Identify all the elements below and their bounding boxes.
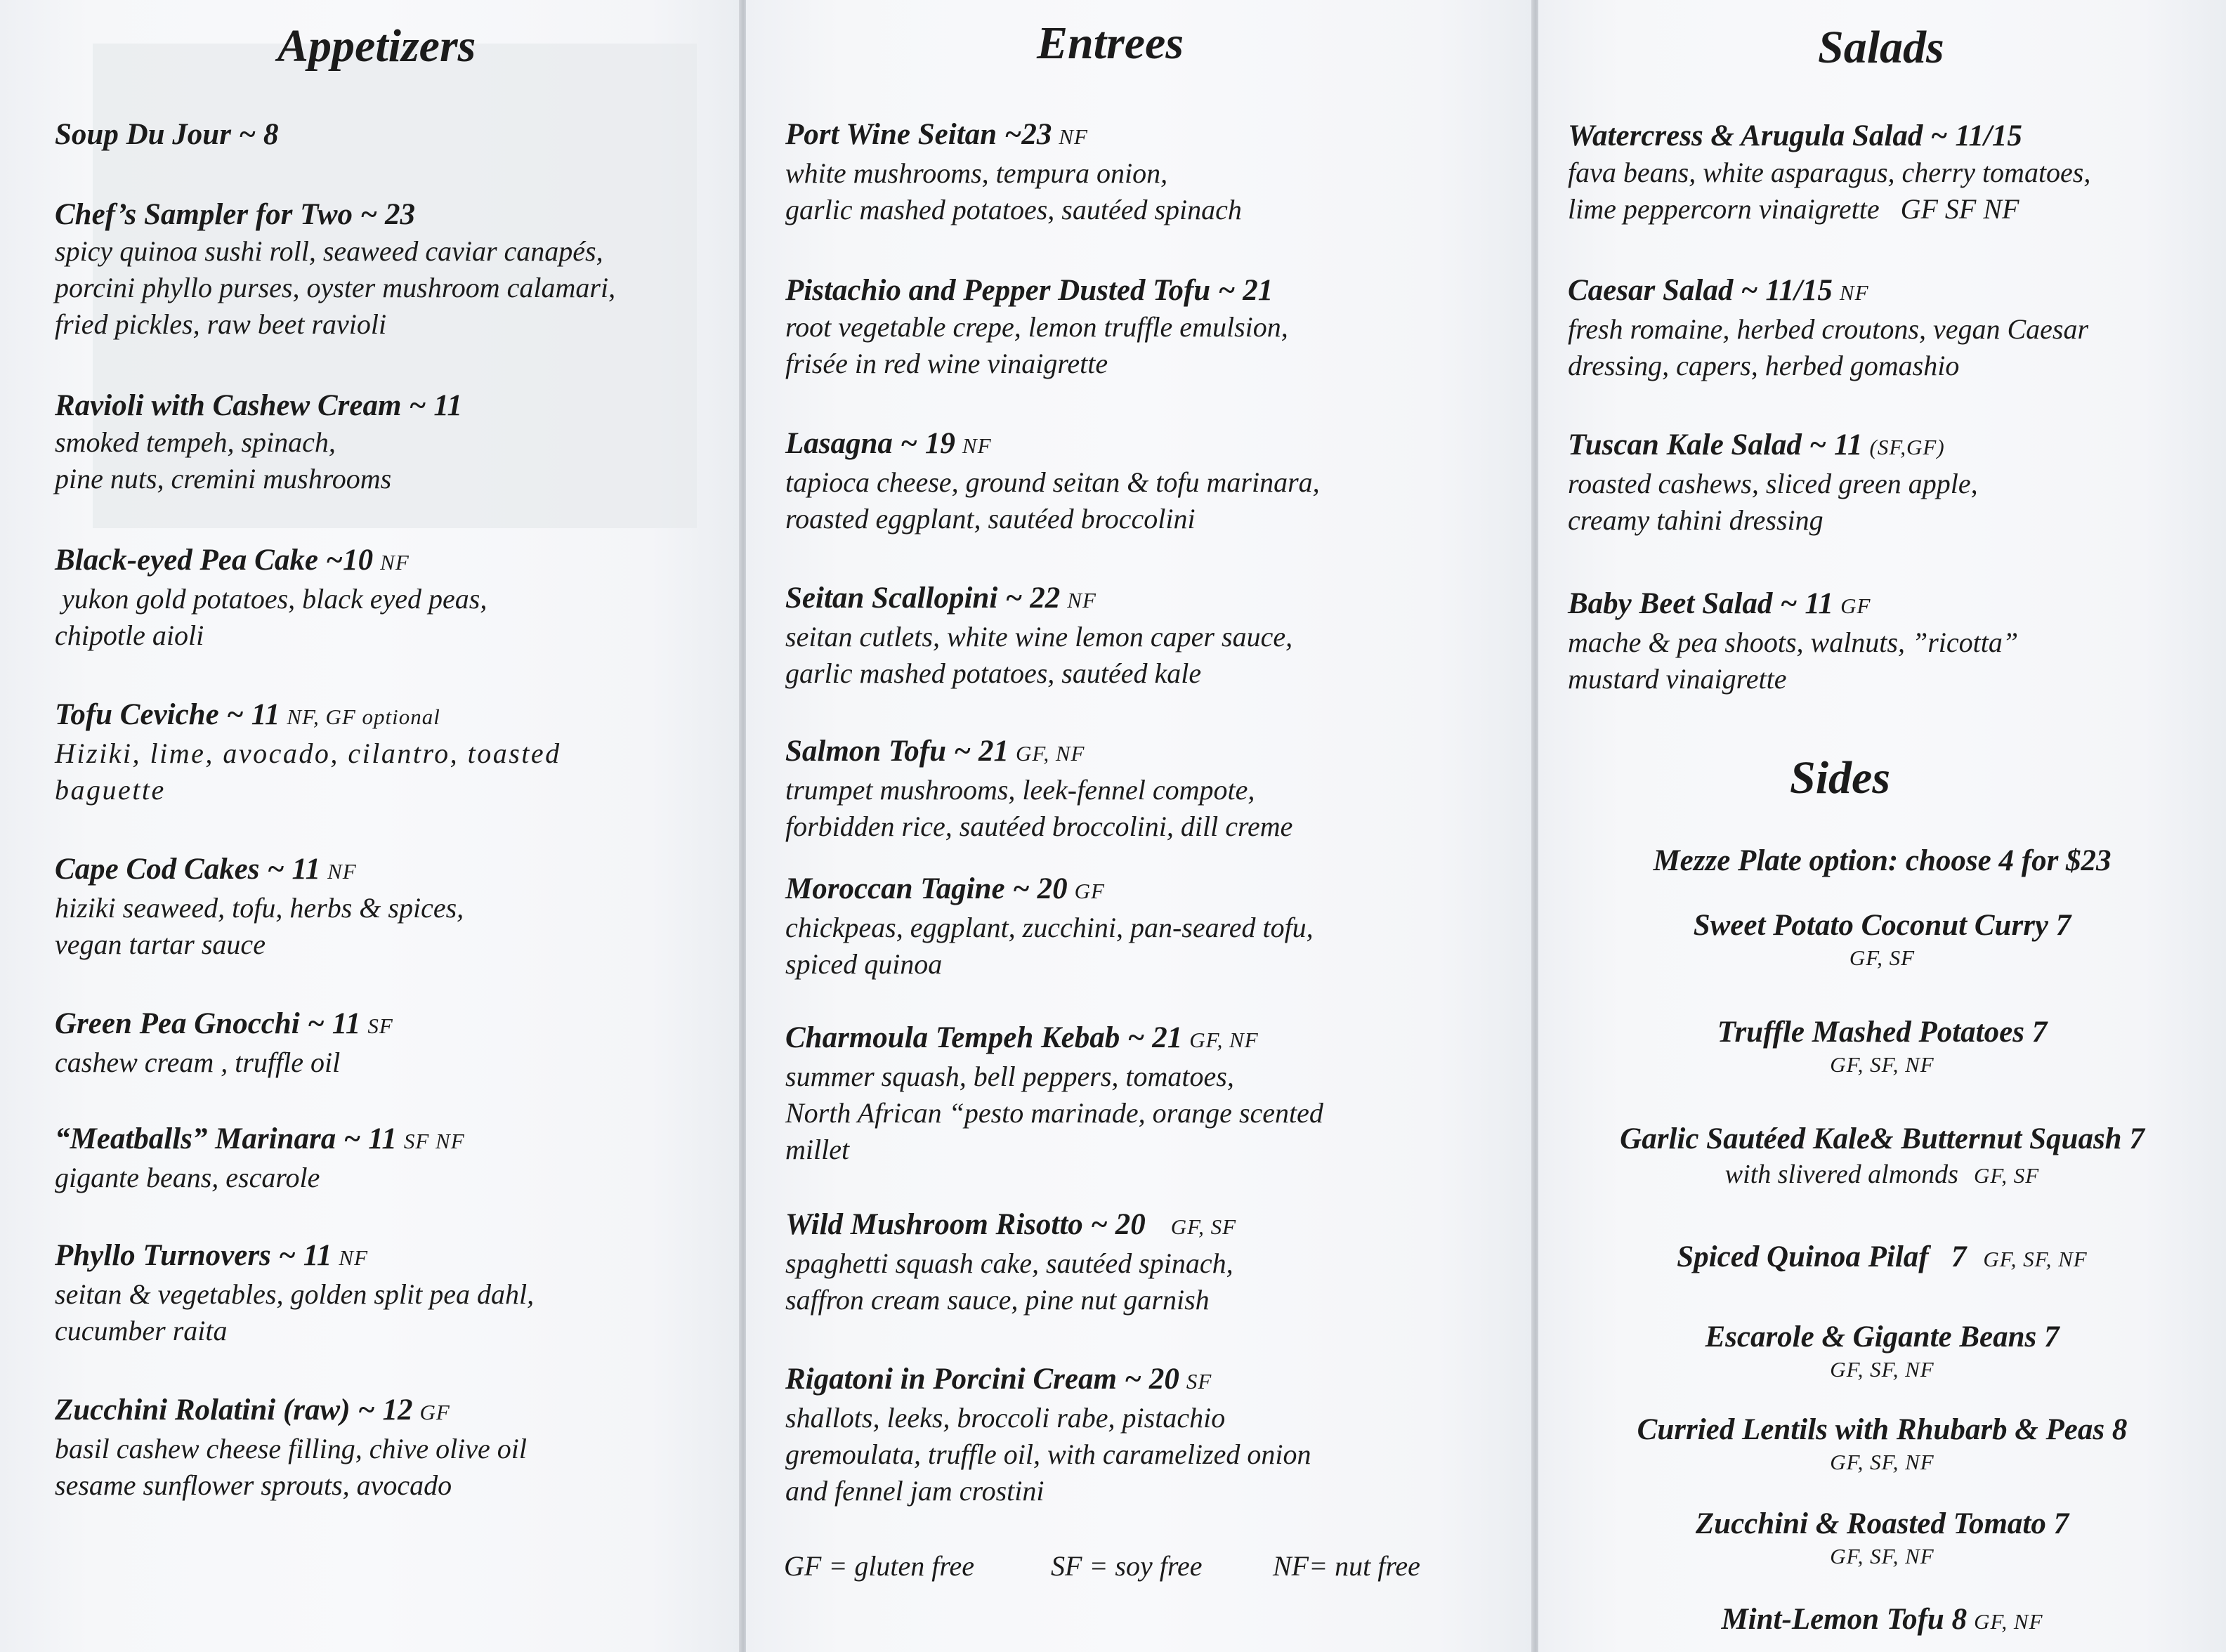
item-desc: roasted cashews, sliced green apple, [1568,468,1978,499]
diet-tags: GF, SF, NF [1830,1052,1934,1077]
item-desc: chickpeas, eggplant, zucchini, pan-seared tofu, [785,912,1314,943]
item-title: Tuscan Kale Salad ~ 11 (SF,GF) [1568,428,1945,461]
appetizers-heading: Appetizers [277,20,476,72]
diet-tags: GF, SF, NF [1830,1450,1934,1474]
item-title: Baby Beet Salad ~ 11 GF [1568,587,1871,620]
item-desc: Hiziki, lime, avocado, cilantro, toasted [55,738,561,769]
item-desc: creamy tahini dressing [1568,504,1824,536]
item-desc: smoked tempeh, spinach, [55,426,336,458]
diet-tags: GF [1074,879,1105,903]
item-desc: yukon gold potatoes, black eyed peas, [55,583,487,615]
item-desc: mustard vinaigrette [1568,663,1787,695]
side-item-mint-lemon-tofu [1538,1601,2226,1640]
legend-nut-free: NF= nut free [1273,1550,1420,1582]
item-desc: frisée in red wine vinaigrette [785,348,1108,379]
item-desc: North African “pesto marinade, orange scented [785,1097,1323,1129]
item-title: Watercress & Arugula Salad ~ 11/15 [1568,119,2022,152]
menu-item-tuscan-kale-salad [1568,427,1978,539]
menu-item-ravioli [55,388,462,497]
item-desc: lime peppercorn vinaigrette GF SF NF [1568,193,2019,225]
item-title: Seitan Scallopini ~ 22 NF [785,582,1096,615]
menu-item-moroccan-tagine [785,871,1314,983]
diet-tags: SF [1186,1369,1212,1394]
diet-tags: SF NF [403,1129,465,1153]
side-item-curried-lentils [1538,1412,2226,1476]
menu-item-watercress-arugula-salad [1568,118,2090,228]
item-desc: mache & pea shoots, walnuts, ”ricotta” [1568,627,2019,658]
item-desc: roasted eggplant, sautéed broccolini [785,503,1196,535]
diet-tags: GF, NF [1974,1609,2043,1634]
item-title: Charmoula Tempeh Kebab ~ 21 GF, NF [785,1021,1259,1054]
item-title: Zucchini & Roasted Tomato 7 [1695,1507,2069,1540]
side-item-sweet-potato-curry [1538,907,2226,972]
diet-tags: GF, SF, NF [1983,1247,2088,1271]
item-desc: baguette [55,774,166,806]
diet-tags: NF [1059,124,1088,149]
item-title: Zucchini Rolatini (raw) ~ 12 GF [55,1394,450,1427]
menu-item-charmoula-tempeh-kebab [785,1020,1323,1168]
diet-tags: NF [339,1245,369,1270]
diet-tags: GF, NF [1016,741,1085,766]
item-desc: seitan cutlets, white wine lemon caper sauce, [785,621,1293,653]
item-title: “Meatballs” Marinara ~ 11 SF NF [55,1122,465,1155]
side-item-zucchini-roasted-tomato [1538,1506,2226,1571]
item-title: Mint-Lemon Tofu 8 GF, NF [1721,1603,2043,1636]
diet-tags: NF [962,433,992,458]
side-item-escarole-gigante-beans [1538,1319,2226,1384]
menu-item-seitan-scallopini [785,580,1292,692]
diet-tags: GF, SF [1849,945,1916,970]
item-title: Truffle Mashed Potatoes 7 [1717,1016,2048,1049]
item-title: Tofu Ceviche ~ 11 NF, GF optional [55,698,440,731]
diet-tags: SF [367,1014,393,1038]
item-desc: spaghetti squash cake, sautéed spinach, [785,1247,1233,1279]
menu-item-cape-cod-cakes [55,851,464,963]
diet-tags: NF [327,859,357,884]
item-title: Chef’s Sampler for Two ~ 23 [55,198,416,231]
item-desc: basil cashew cheese filling, chive olive oil [55,1433,528,1464]
menu-item-caesar-salad [1568,273,2088,384]
menu-item-pistachio-tofu [785,273,1288,382]
item-title: Green Pea Gnocchi ~ 11 SF [55,1007,393,1040]
item-desc: root vegetable crepe, lemon truffle emulsion, [785,311,1288,343]
item-desc: seitan & vegetables, golden split pea dahl, [55,1278,535,1310]
side-item-garlic-kale-squash [1538,1121,2226,1193]
menu-item-soup-du-jour [55,117,278,153]
item-desc: trumpet mushrooms, leek-fennel compote, [785,774,1255,806]
item-desc: spicy quinoa sushi roll, seaweed caviar canapés, [55,235,603,267]
item-desc: fried pickles, raw beet ravioli [55,308,387,340]
item-desc: with slivered almonds GF, SF [1724,1160,2040,1189]
item-desc: sesame sunflower sprouts, avocado [55,1469,452,1501]
menu-item-zucchini-rolatini [55,1392,527,1504]
item-title: Rigatoni in Porcini Cream ~ 20 SF [785,1363,1212,1396]
menu-item-green-pea-gnocchi [55,1006,393,1081]
menu-item-lasagna [785,426,1320,537]
diet-tags: (SF,GF) [1869,435,1945,459]
side-item-truffle-mashed-potatoes [1538,1014,2226,1079]
item-desc: fava beans, white asparagus, cherry tomatoes, [1568,157,2091,188]
diet-tags: NF [380,550,410,575]
item-desc: millet [785,1134,850,1165]
menu-item-tofu-ceviche [55,697,561,808]
item-desc: dressing, capers, herbed gomashio [1568,350,1960,381]
side-item-spiced-quinoa-pilaf [1538,1239,2226,1278]
menu-item-phyllo-turnovers [55,1238,534,1349]
diet-tags: GF [1840,594,1871,618]
menu-item-black-eyed-pea-cake [55,542,487,654]
item-desc: white mushrooms, tempura onion, [785,157,1168,189]
item-desc: vegan tartar sauce [55,929,266,960]
menu-item-rigatoni-porcini [785,1361,1311,1509]
item-desc: cashew cream , truffle oil [55,1047,341,1078]
item-title: Escarole & Gigante Beans 7 [1705,1320,2060,1353]
item-title: Phyllo Turnovers ~ 11 NF [55,1239,369,1272]
item-title: Sweet Potato Coconut Curry 7 [1693,909,2071,942]
item-desc: summer squash, bell peppers, tomatoes, [785,1061,1234,1092]
item-title: Port Wine Seitan ~23 NF [785,118,1088,151]
menu-item-port-wine-seitan [785,117,1242,228]
item-title: Ravioli with Cashew Cream ~ 11 [55,389,463,422]
item-title: Wild Mushroom Risotto ~ 20 GF, SF [785,1208,1237,1241]
item-desc: and fennel jam crostini [785,1475,1045,1507]
diet-tags: GF, SF, NF [1830,1357,1934,1382]
menu-item-salmon-tofu [785,733,1292,845]
menu-item-wild-mushroom-risotto [785,1207,1236,1318]
item-desc: garlic mashed potatoes, sautéed kale [785,657,1202,689]
menu-item-baby-beet-salad [1568,586,2018,697]
legend-soy-free: SF = soy free [1051,1550,1203,1582]
item-desc: forbidden rice, sautéed broccolini, dill creme [785,811,1293,842]
salads-sides-panel [1538,0,2226,1652]
item-title: Curried Lentils with Rhubarb & Peas 8 [1637,1413,2128,1446]
item-desc: pine nuts, cremini mushrooms [55,463,392,494]
item-title: Moroccan Tagine ~ 20 GF [785,872,1105,905]
diet-tags: NF, GF optional [287,704,440,729]
item-title: Spiced Quinoa Pilaf 7 GF, SF, NF [1677,1240,2088,1273]
item-desc: gremoulata, truffle oil, with caramelized onion [785,1438,1311,1470]
item-desc: chipotle aioli [55,620,204,651]
item-desc: shallots, leeks, broccoli rabe, pistachio [785,1402,1226,1434]
diet-tags: GF, SF [1170,1214,1237,1239]
diet-tags: GF [419,1400,450,1424]
diet-tags: GF, SF [1973,1163,2040,1188]
item-title: Cape Cod Cakes ~ 11 NF [55,853,357,886]
diet-tags: NF [1839,280,1869,305]
item-title: Salmon Tofu ~ 21 GF, NF [785,735,1085,768]
item-title: Soup Du Jour ~ 8 [55,118,279,151]
menu-item-meatballs-marinara [55,1121,465,1196]
item-desc: spiced quinoa [785,948,943,980]
item-title: Garlic Sautéed Kale& Butternut Squash 7 [1620,1122,2145,1155]
item-desc: fresh romaine, herbed croutons, vegan Caesar [1568,313,2089,345]
item-desc: cucumber raita [55,1315,228,1346]
mezze-plate-option: Mezze Plate option: choose 4 for $23 [1653,844,2112,877]
item-title: Black-eyed Pea Cake ~10 NF [55,544,410,577]
item-title: Pistachio and Pepper Dusted Tofu ~ 21 [785,274,1274,307]
item-title: Lasagna ~ 19 NF [785,427,992,460]
item-desc: tapioca cheese, ground seitan & tofu marinara, [785,466,1320,498]
diet-tags: GF, SF, NF [1830,1544,1934,1568]
entrees-heading: Entrees [1037,18,1184,69]
diet-tags: NF [1067,588,1096,612]
menu-item-chefs-sampler [55,197,615,343]
legend-gluten-free: GF = gluten free [784,1550,974,1582]
item-desc: saffron cream sauce, pine nut garnish [785,1284,1210,1316]
salads-heading: Salads [1818,22,1944,73]
item-desc: hiziki seaweed, tofu, herbs & spices, [55,892,464,924]
item-desc: porcini phyllo purses, oyster mushroom calamari, [55,272,616,303]
item-desc: gigante beans, escarole [55,1162,320,1193]
diet-tags: GF, NF [1189,1028,1259,1052]
sides-heading: Sides [1790,752,1891,804]
item-desc: garlic mashed potatoes, sautéed spinach [785,194,1242,225]
item-title: Caesar Salad ~ 11/15 NF [1568,274,1869,307]
